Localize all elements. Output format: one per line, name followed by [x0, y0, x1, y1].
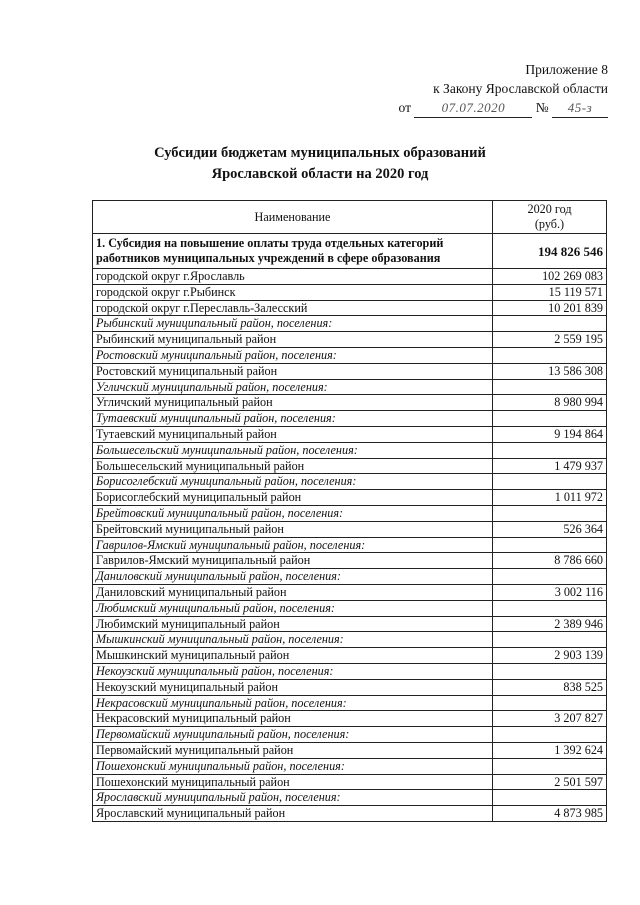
table-row	[93, 363, 607, 379]
section-amount: 194 826 546	[493, 234, 607, 269]
district-header-row	[93, 442, 607, 458]
table-header-row	[93, 201, 607, 234]
table-row	[93, 300, 607, 316]
row-name: Ярославский муниципальный район	[93, 806, 493, 822]
row-amount: 3 207 827	[493, 711, 607, 727]
row-amount: 2 389 946	[493, 616, 607, 632]
row-amount: 2 559 195	[493, 332, 607, 348]
row-amount: 4 873 985	[493, 806, 607, 822]
table-row	[93, 584, 607, 600]
table-row	[93, 742, 607, 758]
handwritten-number: 45-з	[552, 98, 608, 118]
row-name: Некрасовский муниципальный район, поселения:	[93, 695, 493, 711]
row-amount	[493, 663, 607, 679]
row-name: Первомайский муниципальный район, поселения:	[93, 727, 493, 743]
table-row	[93, 426, 607, 442]
section-name: 1. Субсидия на повышение оплаты труда отдельных категорий работников муниципальных учреждений в сфере образования	[93, 234, 493, 269]
row-amount	[493, 474, 607, 490]
row-amount: 1 011 972	[493, 490, 607, 506]
handwritten-date: 07.07.2020	[414, 98, 532, 118]
table-row	[93, 521, 607, 537]
district-header-row	[93, 411, 607, 427]
row-name: Рыбинский муниципальный район	[93, 332, 493, 348]
row-amount	[493, 632, 607, 648]
header-amount	[493, 201, 607, 234]
row-name: Любимский муниципальный район, поселения:	[93, 600, 493, 616]
table-row	[93, 332, 607, 348]
row-name: Мышкинский муниципальный район, поселения:	[93, 632, 493, 648]
district-header-row	[93, 537, 607, 553]
table-row	[93, 616, 607, 632]
district-header-row	[93, 316, 607, 332]
row-amount: 8 786 660	[493, 553, 607, 569]
row-name: Любимский муниципальный район	[93, 616, 493, 632]
row-name: Брейтовский муниципальный район, поселения:	[93, 505, 493, 521]
row-amount	[493, 316, 607, 332]
number-label: №	[535, 100, 549, 115]
row-name: Мышкинский муниципальный район	[93, 648, 493, 664]
district-header-row	[93, 505, 607, 521]
table-row	[93, 490, 607, 506]
row-amount: 9 194 864	[493, 426, 607, 442]
district-header-row	[93, 727, 607, 743]
row-amount: 1 392 624	[493, 742, 607, 758]
appendix-title: Приложение 8	[525, 62, 608, 77]
row-name: городской округ г.Рыбинск	[93, 284, 493, 300]
row-name: Брейтовский муниципальный район	[93, 521, 493, 537]
row-name: Тутаевский муниципальный район	[93, 426, 493, 442]
district-header-row	[93, 474, 607, 490]
row-name: Рыбинский муниципальный район, поселения:	[93, 316, 493, 332]
row-name: Большесельский муниципальный район, поселения:	[93, 442, 493, 458]
table-row	[93, 553, 607, 569]
row-amount: 8 980 994	[493, 395, 607, 411]
row-name: Некоузский муниципальный район, поселения:	[93, 663, 493, 679]
appendix-law: к Закону Ярославской области	[433, 81, 608, 96]
row-name: Большесельский муниципальный район	[93, 458, 493, 474]
table-row	[93, 711, 607, 727]
row-name: Ростовский муниципальный район, поселения:	[93, 347, 493, 363]
appendix-block	[399, 60, 609, 118]
table-row	[93, 395, 607, 411]
row-name: Борисоглебский муниципальный район	[93, 490, 493, 506]
header-amount-unit: (руб.)	[534, 217, 565, 231]
header-name: Наименование	[93, 201, 493, 234]
row-amount: 102 269 083	[493, 269, 607, 285]
row-amount: 2 501 597	[493, 774, 607, 790]
row-amount	[493, 600, 607, 616]
row-name: Пошехонский муниципальный район, поселения:	[93, 758, 493, 774]
document-title	[0, 143, 640, 185]
row-amount	[493, 758, 607, 774]
row-amount	[493, 537, 607, 553]
row-name: Ростовский муниципальный район	[93, 363, 493, 379]
row-amount: 3 002 116	[493, 584, 607, 600]
row-amount: 838 525	[493, 679, 607, 695]
row-name: Тутаевский муниципальный район, поселения:	[93, 411, 493, 427]
row-amount	[493, 569, 607, 585]
row-amount	[493, 505, 607, 521]
table-row	[93, 679, 607, 695]
title-line-2: Ярославской области на 2020 год	[211, 166, 429, 182]
row-name: Даниловский муниципальный район	[93, 584, 493, 600]
row-name: Некрасовский муниципальный район	[93, 711, 493, 727]
table-row	[93, 458, 607, 474]
table-row	[93, 806, 607, 822]
row-name: Угличский муниципальный район	[93, 395, 493, 411]
row-amount: 2 903 139	[493, 648, 607, 664]
subsidies-table	[92, 200, 607, 822]
table-row	[93, 284, 607, 300]
row-name: городской округ г.Ярославль	[93, 269, 493, 285]
row-name: Пошехонский муниципальный район	[93, 774, 493, 790]
header-amount-year: 2020 год	[527, 202, 572, 216]
district-header-row	[93, 347, 607, 363]
row-amount: 1 479 937	[493, 458, 607, 474]
row-amount	[493, 379, 607, 395]
row-amount	[493, 695, 607, 711]
row-amount	[493, 411, 607, 427]
row-amount	[493, 790, 607, 806]
row-amount	[493, 442, 607, 458]
row-name: городской округ г.Переславль-Залесский	[93, 300, 493, 316]
district-header-row	[93, 632, 607, 648]
from-label: от	[398, 100, 411, 115]
row-name: Даниловский муниципальный район, поселения:	[93, 569, 493, 585]
district-header-row	[93, 600, 607, 616]
row-name: Угличский муниципальный район, поселения:	[93, 379, 493, 395]
row-amount	[493, 727, 607, 743]
district-header-row	[93, 569, 607, 585]
row-name: Гаврилов-Ямский муниципальный район, поселения:	[93, 537, 493, 553]
appendix-reference	[399, 98, 609, 118]
row-amount	[493, 347, 607, 363]
section-row	[93, 234, 607, 269]
table-row	[93, 774, 607, 790]
district-header-row	[93, 758, 607, 774]
row-amount: 10 201 839	[493, 300, 607, 316]
row-amount: 526 364	[493, 521, 607, 537]
district-header-row	[93, 663, 607, 679]
table-row	[93, 648, 607, 664]
district-header-row	[93, 790, 607, 806]
row-name: Некоузский муниципальный район	[93, 679, 493, 695]
row-name: Ярославский муниципальный район, поселения:	[93, 790, 493, 806]
row-name: Борисоглебский муниципальный район, поселения:	[93, 474, 493, 490]
district-header-row	[93, 695, 607, 711]
row-amount: 15 119 571	[493, 284, 607, 300]
table-row	[93, 269, 607, 285]
title-line-1: Субсидии бюджетам муниципальных образований	[154, 145, 486, 161]
row-name: Первомайский муниципальный район	[93, 742, 493, 758]
district-header-row	[93, 379, 607, 395]
row-amount: 13 586 308	[493, 363, 607, 379]
row-name: Гаврилов-Ямский муниципальный район	[93, 553, 493, 569]
